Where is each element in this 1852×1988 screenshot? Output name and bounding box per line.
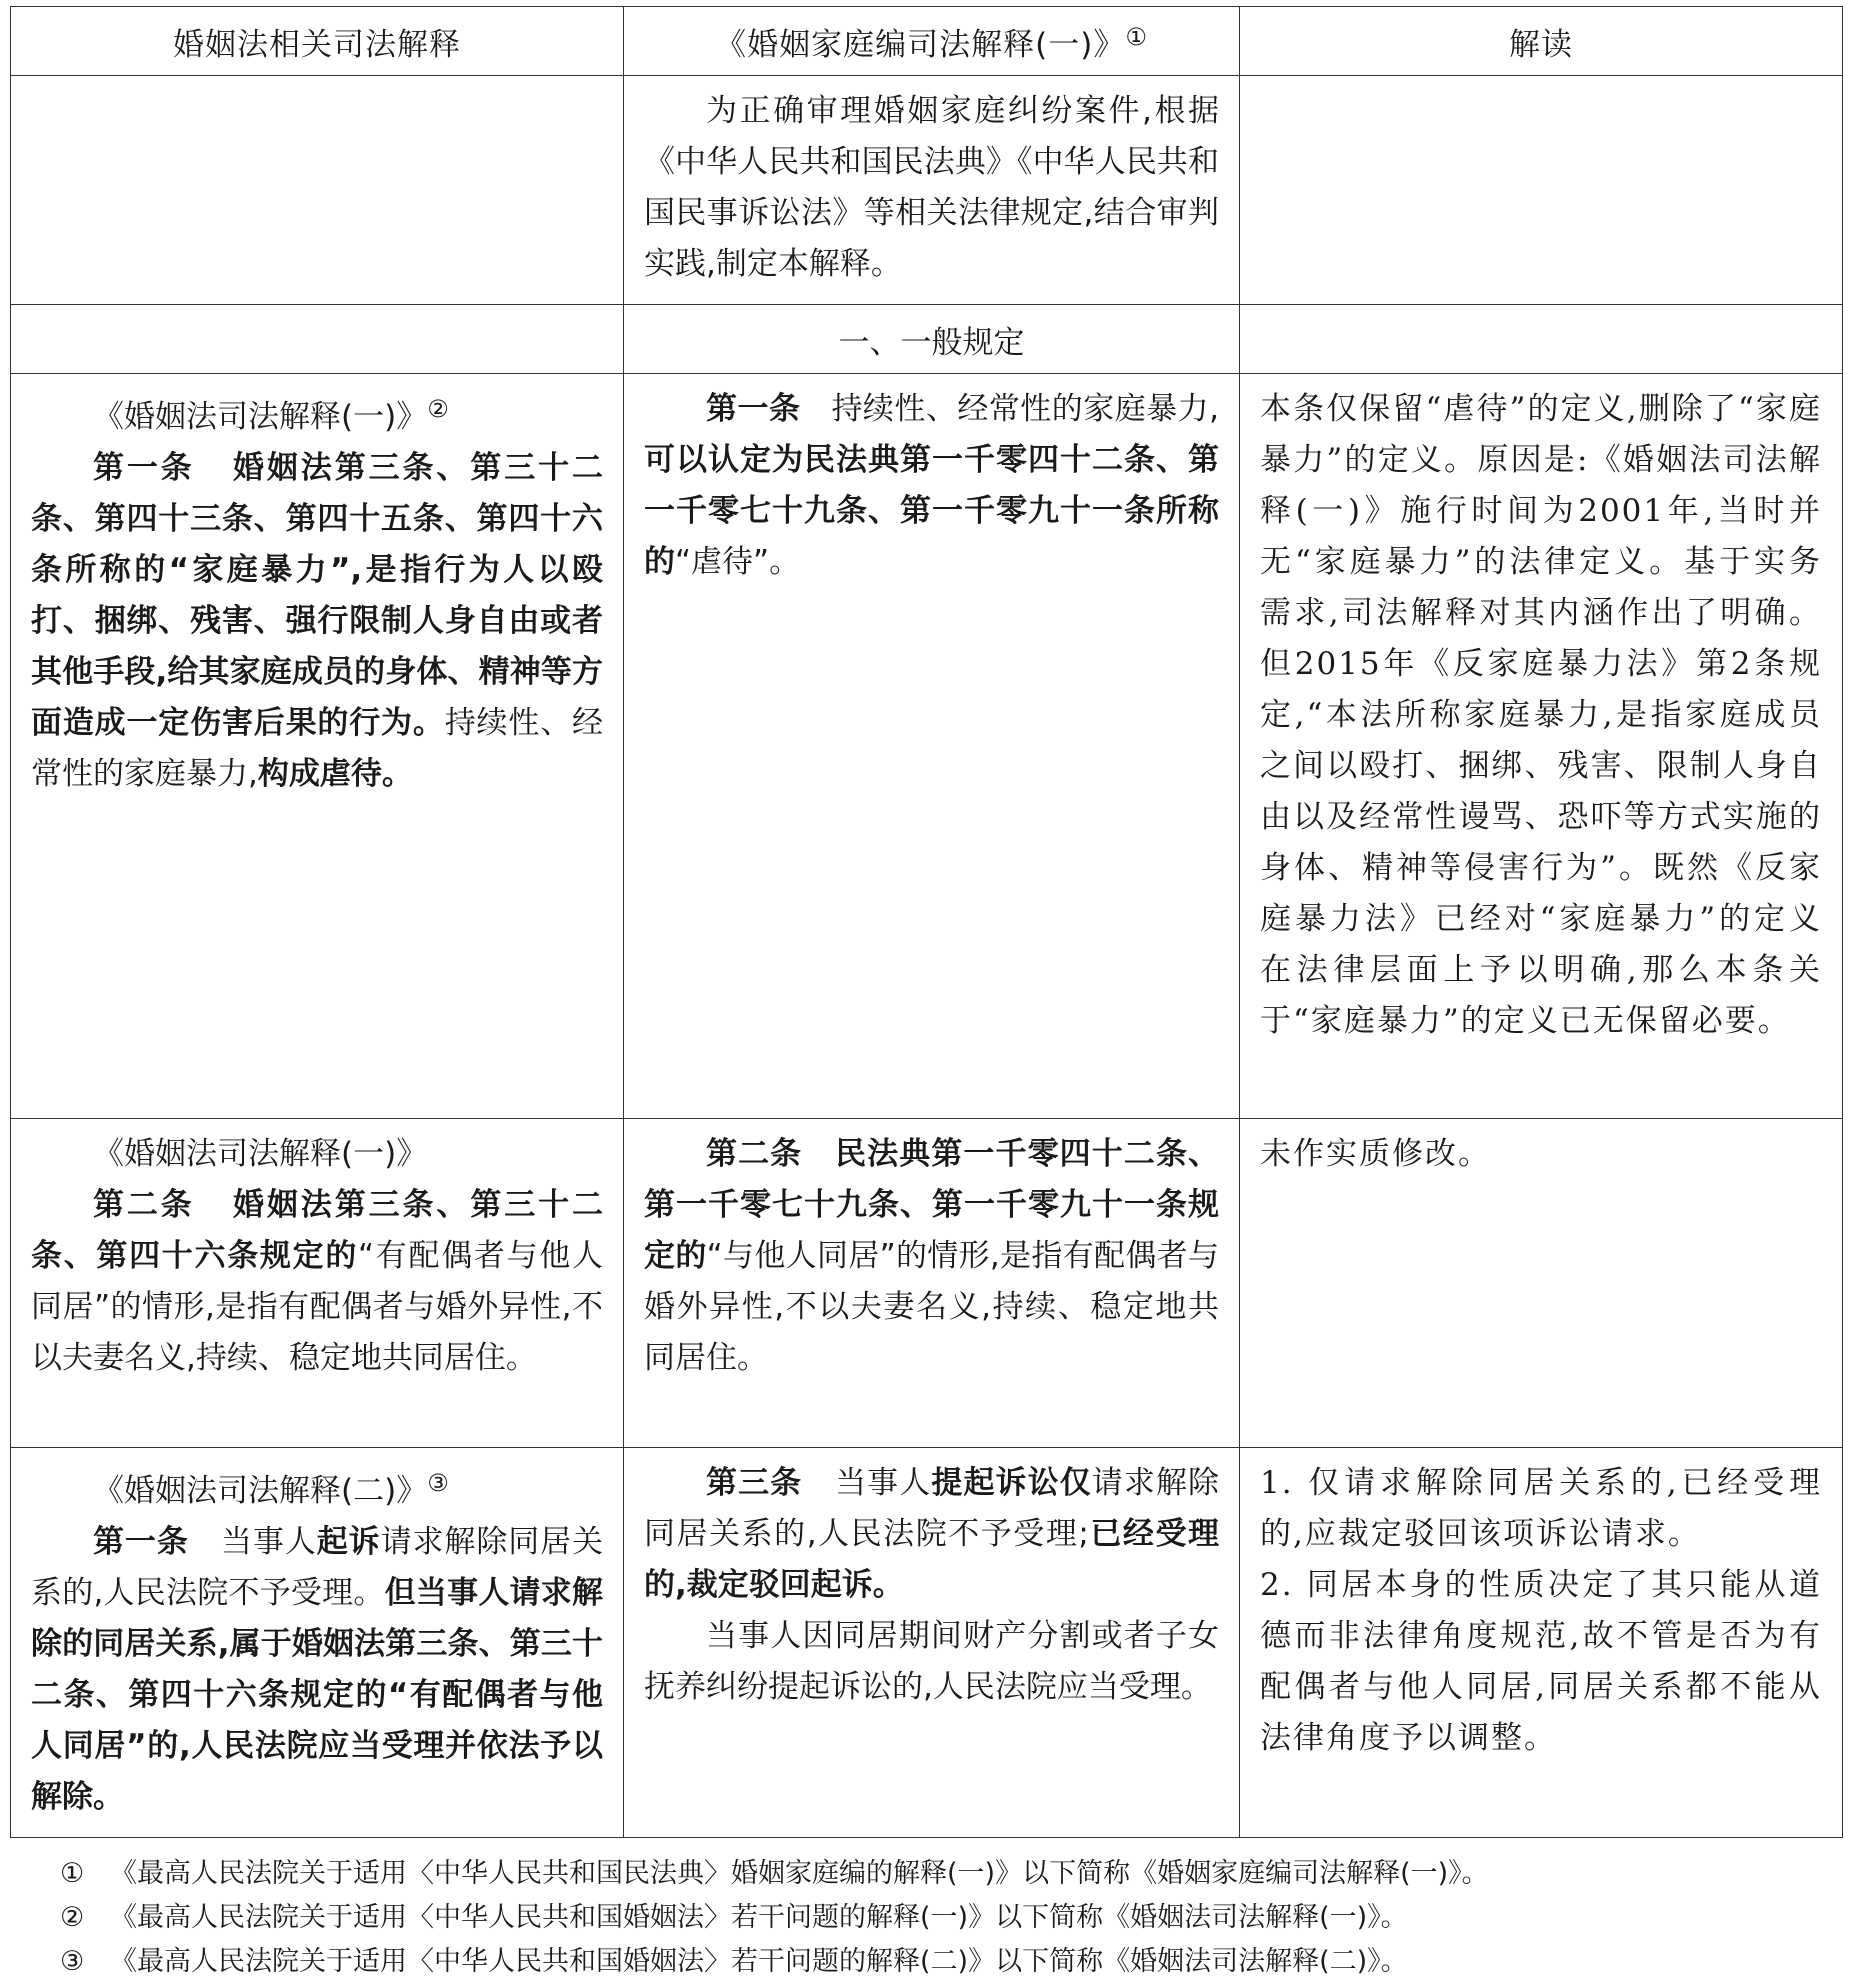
footnote-ref-1: ① — [1125, 22, 1148, 51]
old-article-text: 第二条 婚姻法第三条、第三十二条、第四十六条规定的“有配偶者与他人同居”的情形,是指有配偶者与婚外异性,不以夫妻名义,持续、稳定地共同居住。 — [31, 1187, 604, 1376]
table-row-article-1 — [11, 374, 1843, 1119]
comparison-table — [10, 6, 1843, 1838]
footnote-ref-2: ② — [427, 395, 449, 423]
commentary-point-1: 1. 仅请求解除同居关系的,已经受理的,应裁定驳回该项诉讼请求。 — [1260, 1465, 1822, 1552]
commentary-point-2: 2. 同居本身的性质决定了其只能从道德而非法律角度规范,故不管是否为有配偶者与他人同居,同居关系都不能从法律角度予以调整。 — [1260, 1567, 1822, 1756]
old-source-title: 《婚姻法司法解释(一)》 — [93, 1136, 428, 1172]
footnote-1: ① 《最高人民法院关于适用〈中华人民共和国民法典〉婚姻家庭编的解释(一)》以下简称《婚姻家庭编司法解释(一)》。 — [60, 1858, 1489, 1889]
section-heading: 一、一般规定 — [624, 305, 1240, 374]
commentary-text: 未作实质修改。 — [1260, 1136, 1491, 1172]
table-row-article-2 — [11, 1119, 1843, 1448]
table-row-article-3 — [11, 1448, 1843, 1838]
table-header-row — [11, 7, 1843, 76]
footnote-3: ③ 《最高人民法院关于适用〈中华人民共和国婚姻法〉若干问题的解释(二)》以下简称《婚姻法司法解释(二)》。 — [60, 1946, 1408, 1977]
table-row-preamble — [11, 76, 1843, 305]
header-old-interpretations: 婚姻法相关司法解释 — [11, 7, 624, 76]
header-commentary: 解读 — [1240, 7, 1843, 76]
table-row-section — [11, 305, 1843, 374]
header-new-interpretation: 《婚姻家庭编司法解释(一)》① — [624, 7, 1240, 76]
commentary-text: 本条仅保留“虐待”的定义,删除了“家庭暴力”的定义。原因是:《婚姻法司法解释(一)》施行时间为2001年,当时并无“家庭暴力”的法律定义。基于实务需求,司法解释对其内涵作出了明确。但2015年《反家庭暴力法》第2条规定,“本法所称家庭暴力,是指家庭成员之间以殴打、捆绑、残害、限制人身自由以及经常性谩骂、恐吓等方式实施的身体、精神等侵害行为”。既然《反家庭暴力法》已经对“家庭暴力”的定义在法律层面上予以明确,那么本条关于“家庭暴力”的定义已无保留必要。 — [1260, 391, 1822, 1039]
preamble-text: 为正确审理婚姻家庭纠纷案件,根据《中华人民共和国民法典》《中华人民共和国民事诉讼法》等相关法律规定,结合审判实践,制定本解释。 — [644, 93, 1219, 282]
new-article-text-para2: 当事人因同居期间财产分割或者子女抚养纠纷提起诉讼的,人民法院应当受理。 — [644, 1618, 1219, 1705]
old-article-text: 第一条 当事人起诉请求解除同居关系的,人民法院不予受理。但当事人请求解除的同居关系,属于婚姻法第三条、第三十二条、第四十六条规定的“有配偶者与他人同居”的,人民法院应当受理并依法予以解除。 — [31, 1524, 604, 1815]
old-source-title: 《婚姻法司法解释(二)》③ — [93, 1469, 449, 1509]
footnotes — [60, 1852, 1489, 1984]
new-article-text: 第三条 当事人提起诉讼仅请求解除同居关系的,人民法院不予受理;已经受理的,裁定驳回起诉。 — [644, 1465, 1220, 1603]
new-article-text: 第二条 民法典第一千零四十二条、第一千零七十九条、第一千零九十一条规定的“与他人同居”的情形,是指有配偶者与婚外异性,不以夫妻名义,持续、稳定地共同居住。 — [644, 1136, 1220, 1376]
old-source-title: 《婚姻法司法解释(一)》② — [93, 395, 449, 435]
new-article-text: 第一条 持续性、经常性的家庭暴力,可以认定为民法典第一千零四十二条、第一千零七十九条、第一千零九十一条所称的“虐待”。 — [644, 391, 1220, 580]
footnote-ref-3: ③ — [427, 1469, 449, 1497]
old-article-text: 第一条 婚姻法第三条、第三十二条、第四十三条、第四十五条、第四十六条所称的“家庭暴力”,是指行为人以殴打、捆绑、残害、强行限制人身自由或者其他手段,给其家庭成员的身体、精神等方面造成一定伤害后果的行为。持续性、经常性的家庭暴力,构成虐待。 — [31, 450, 604, 792]
footnote-2: ② 《最高人民法院关于适用〈中华人民共和国婚姻法〉若干问题的解释(一)》以下简称《婚姻法司法解释(一)》。 — [60, 1902, 1408, 1933]
